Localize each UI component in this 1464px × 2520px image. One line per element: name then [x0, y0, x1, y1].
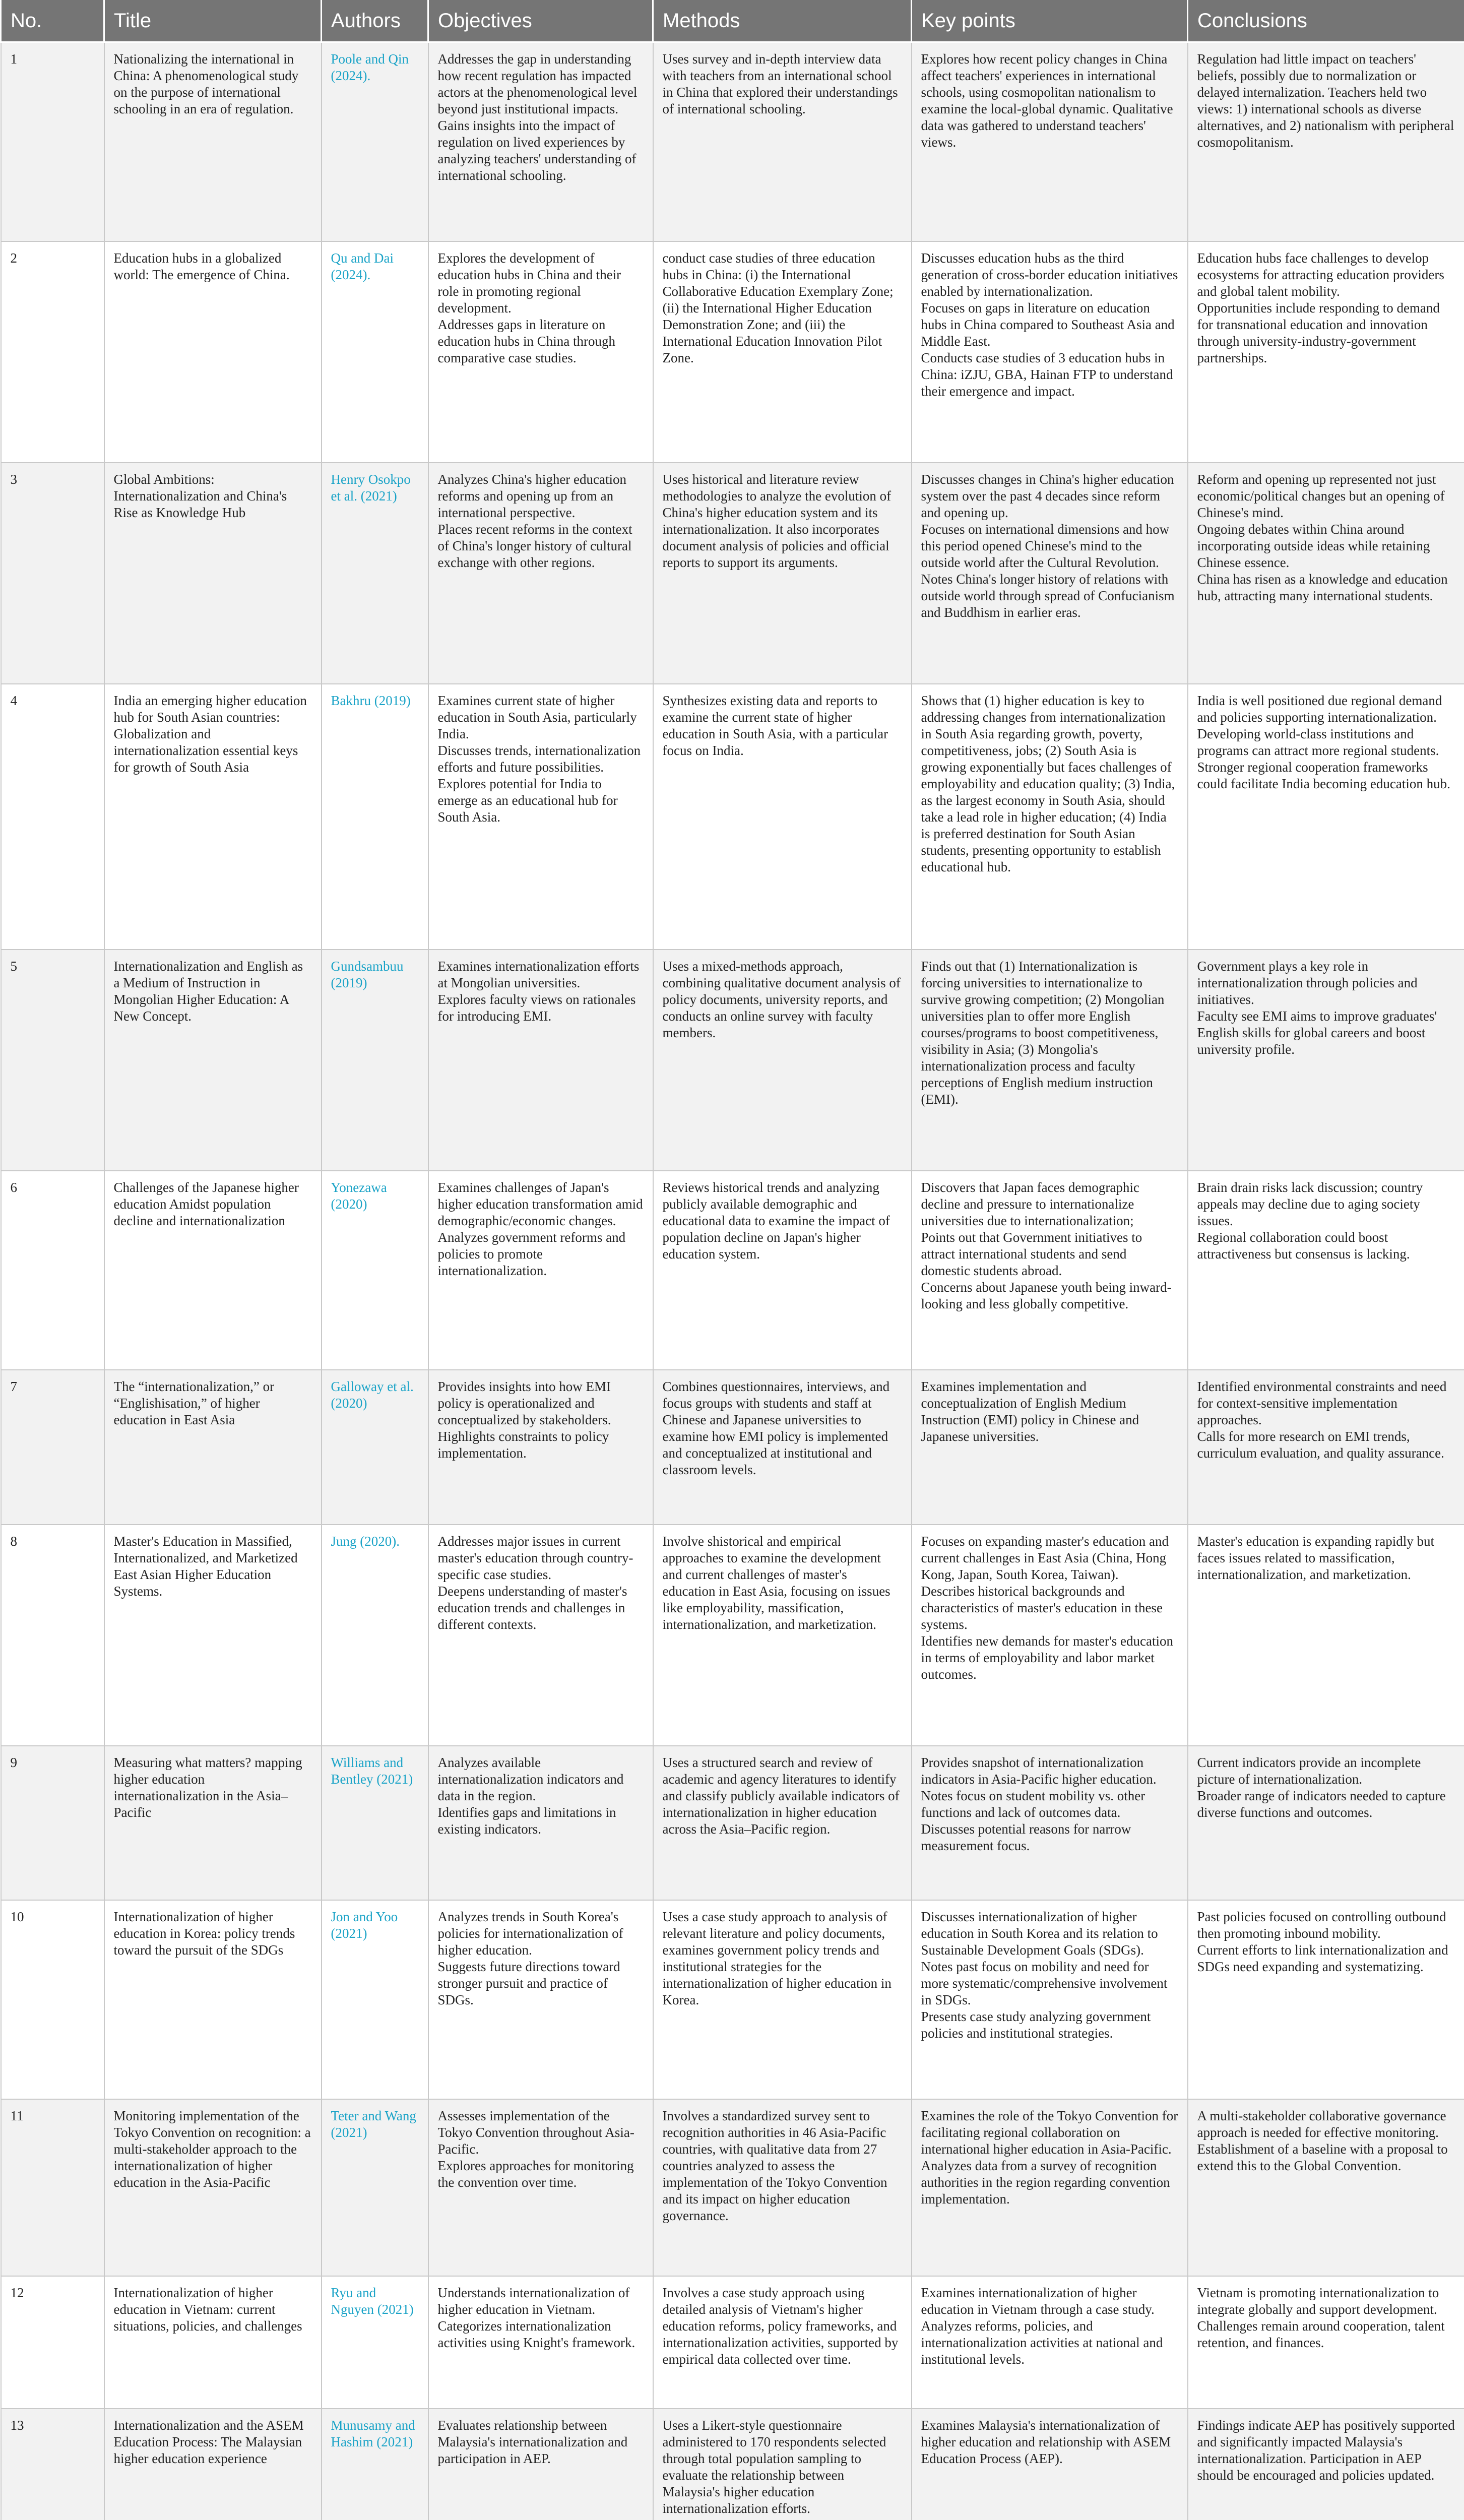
- header-title: Title: [104, 0, 322, 42]
- cell-paragraph: Examines challenges of Japan's higher education transformation amid demographic/economic changes.: [437, 1179, 643, 1228]
- conclusions-cell: [1188, 2409, 1464, 2520]
- cell-paragraph: Describes historical backgrounds and characteristics of master's education in these systems.: [921, 1583, 1163, 1632]
- title-cell: Internationalization and the ASEM Education Process: The Malaysian higher education experience: [104, 2409, 322, 2520]
- cell-paragraph: Discusses changes in China's higher education system over the past 4 decades since reform and opening up.: [921, 472, 1174, 521]
- cell-paragraph: Provides snapshot of internationalization indicators in Asia-Pacific higher education.: [921, 1754, 1157, 1787]
- row-number-cell: 6: [1, 1171, 104, 1370]
- cell-paragraph: Ongoing debates within China around incorporating outside ideas while retaining Chinese essence.: [1197, 522, 1430, 571]
- cell-paragraph: Reform and opening up represented not just economic/political changes but an opening of Chinese's mind.: [1197, 472, 1445, 521]
- title-cell: Internationalization of higher education in Korea: policy trends toward the pursuit of the SDGs: [104, 1900, 322, 2099]
- methods-cell: [653, 1525, 912, 1746]
- authors-cell: [322, 1171, 428, 1370]
- cell-paragraph: Explores how recent policy changes in China affect teachers' experiences in international schools, using cosmopolitan nationalism to examine the local-global dynamic. Qualitative data was gathered to understand teachers' views.: [921, 51, 1173, 150]
- cell-paragraph: Examines current state of higher education in South Asia, particularly India.: [437, 692, 637, 741]
- cell-paragraph: Analyzes government reforms and policies to promote internationalization.: [437, 1229, 626, 1278]
- cell-paragraph: Vietnam is promoting internationalization to integrate globally and support development.: [1197, 2285, 1439, 2317]
- authors-cell: [322, 1900, 428, 2099]
- cell-paragraph: Focuses on international dimensions and how this period opened Chinese's mind to the outside world after the Cultural Revolution.: [921, 522, 1170, 571]
- key-points-cell: [912, 1171, 1188, 1370]
- cell-paragraph: Discovers that Japan faces demographic decline and pressure to internationalize universities due to internationalization;: [921, 1179, 1139, 1228]
- title-cell: Internationalization and English as a Medium of Instruction in Mongolian Higher Education: A New Concept.: [104, 950, 322, 1171]
- methods-cell: [653, 2099, 912, 2276]
- methods-cell: [653, 42, 912, 242]
- author-citation-link[interactable]: Jon and Yoo (2021): [331, 1909, 398, 1941]
- conclusions-cell: [1188, 684, 1464, 950]
- title-cell: Master's Education in Massified, Internationalized, and Marketized East Asian Higher Education Systems.: [104, 1525, 322, 1746]
- row-number-cell: 8: [1, 1525, 104, 1746]
- title-cell: Nationalizing the international in China: A phenomenological study on the purpose of international schooling in an era of regulation.: [104, 42, 322, 242]
- objectives-cell: [428, 950, 653, 1171]
- table-row: [1, 950, 1464, 1171]
- header-key-points: Key points: [912, 0, 1188, 42]
- table-row: [1, 1171, 1464, 1370]
- methods-cell: [653, 1900, 912, 2099]
- authors-cell: [322, 1746, 428, 1901]
- cell-paragraph: Explores the development of education hubs in China and their role in promoting regional development.: [437, 250, 621, 316]
- cell-paragraph: Regulation had little impact on teachers' beliefs, possibly due to normalization or delayed internalization. Teachers held two views: 1) international schools as diverse alternatives, and 2) nationalism with peripheral cosmopolitanism.: [1197, 51, 1454, 150]
- cell-paragraph: Uses a Likert-style questionnaire administered to 170 respondents selected through total population sampling to evaluate the relationship between Malaysia's higher education internationalization efforts.: [662, 2418, 886, 2516]
- key-points-cell: [912, 684, 1188, 950]
- cell-paragraph: Discusses potential reasons for narrow measurement focus.: [921, 1821, 1131, 1853]
- cell-paragraph: Examines Malaysia's internationalization of higher education and relationship with ASEM Education Process (AEP).: [921, 2418, 1171, 2467]
- objectives-cell: [428, 1171, 653, 1370]
- cell-paragraph: India is well positioned due regional demand and policies supporting internationalization.: [1197, 692, 1442, 725]
- cell-paragraph: Assesses implementation of the Tokyo Convention throughout Asia-Pacific.: [437, 2108, 634, 2157]
- row-number-cell: 5: [1, 950, 104, 1171]
- table-row: [1, 1370, 1464, 1525]
- cell-paragraph: Calls for more research on EMI trends, curriculum evaluation, and quality assurance.: [1197, 1428, 1444, 1461]
- author-citation-link[interactable]: Munusamy and Hashim (2021): [331, 2418, 415, 2450]
- row-number-cell: 10: [1, 1900, 104, 2099]
- objectives-cell: [428, 1900, 653, 2099]
- author-citation-link[interactable]: Poole and Qin (2024).: [331, 51, 409, 83]
- table-row: [1, 241, 1464, 463]
- cell-paragraph: Addresses gaps in literature on education hubs in China through comparative case studies.: [437, 317, 615, 366]
- table-row: [1, 463, 1464, 684]
- key-points-cell: [912, 1370, 1188, 1525]
- key-points-cell: [912, 1525, 1188, 1746]
- key-points-cell: [912, 42, 1188, 242]
- cell-paragraph: Presents case study analyzing government policies and institutional strategies.: [921, 2009, 1151, 2041]
- table-row: [1, 1746, 1464, 1901]
- cell-paragraph: Examines internationalization efforts at Mongolian universities.: [437, 958, 640, 990]
- row-number-cell: 11: [1, 2099, 104, 2276]
- title-cell: Monitoring implementation of the Tokyo Convention on recognition: a multi-stakeholder approach to the internationalization of higher education in the Asia-Pacific: [104, 2099, 322, 2276]
- cell-paragraph: Current indicators provide an incomplete picture of internationalization.: [1197, 1754, 1421, 1787]
- table-row: [1, 2276, 1464, 2409]
- methods-cell: [653, 950, 912, 1171]
- table-row: [1, 42, 1464, 242]
- cell-paragraph: Broader range of indicators needed to capture diverse functions and outcomes.: [1197, 1788, 1446, 1820]
- cell-paragraph: Suggests future directions toward stronger pursuit and practice of SDGs.: [437, 1959, 620, 2008]
- methods-cell: [653, 1370, 912, 1525]
- title-cell: Education hubs in a globalized world: The emergence of China.: [104, 241, 322, 463]
- cell-paragraph: Past policies focused on controlling outbound then promoting inbound mobility.: [1197, 1909, 1446, 1941]
- conclusions-cell: [1188, 1746, 1464, 1901]
- cell-paragraph: Analyzes China's higher education reforms and opening up from an international perspective.: [437, 472, 627, 521]
- cell-paragraph: Examines implementation and conceptualization of English Medium Instruction (EMI) policy in Chinese and Japanese universities.: [921, 1378, 1139, 1444]
- methods-cell: [653, 684, 912, 950]
- cell-paragraph: Notes focus on student mobility vs. other functions and lack of outcomes data.: [921, 1788, 1145, 1820]
- cell-paragraph: Uses a mixed-methods approach, combining qualitative document analysis of policy documents, university reports, and conducts an online survey with faculty members.: [662, 958, 901, 1040]
- cell-paragraph: Focuses on expanding master's education and current challenges in East Asia (China, Hong Kong, Japan, South Korea, Taiwan).: [921, 1533, 1169, 1582]
- cell-paragraph: Categorizes internationalization activities using Knight's framework.: [437, 2318, 635, 2351]
- conclusions-cell: [1188, 1370, 1464, 1525]
- cell-paragraph: Combines questionnaires, interviews, and focus groups with students and staff at Chinese and Japanese universities to examine how EMI policy is implemented and conceptualized at institutional and classroom levels.: [662, 1378, 890, 1477]
- conclusions-cell: [1188, 950, 1464, 1171]
- cell-paragraph: conduct case studies of three education hubs in China: (i) the International Collaborative Education Exemplary Zone; (ii) the International Higher Education Demonstration Zone; and (iii) the International Education Innovation Pilot Zone.: [662, 250, 894, 366]
- header-methods: Methods: [653, 0, 912, 42]
- objectives-cell: [428, 1370, 653, 1525]
- cell-paragraph: Places recent reforms in the context of China's longer history of cultural exchange with other regions.: [437, 522, 632, 571]
- cell-paragraph: Reviews historical trends and analyzing publicly available demographic and educational data to examine the impact of population decline on Japan's higher education system.: [662, 1179, 890, 1262]
- conclusions-cell: [1188, 42, 1464, 242]
- authors-cell: [322, 684, 428, 950]
- objectives-cell: [428, 1746, 653, 1901]
- cell-paragraph: Involves a case study approach using detailed analysis of Vietnam's higher education reforms, policy frameworks, and internationalization activities, supported by empirical data collected over time.: [662, 2285, 899, 2367]
- authors-cell: [322, 1525, 428, 1746]
- cell-paragraph: Government plays a key role in internationalization through policies and initiatives.: [1197, 958, 1418, 1007]
- author-citation-link[interactable]: Teter and Wang (2021): [331, 2108, 416, 2140]
- cell-paragraph: Uses a structured search and review of academic and agency literatures to identify and classify publicly available indicators of internationalization in higher education across the Asia–Pacific region.: [662, 1754, 900, 1837]
- methods-cell: [653, 463, 912, 684]
- authors-cell: [322, 463, 428, 684]
- title-cell: India an emerging higher education hub for South Asian countries: Globalization and internationalization essential keys for growth of South Asia: [104, 684, 322, 950]
- cell-paragraph: Discusses internationalization of higher education in South Korea and its relation to Sustainable Development Goals (SDGs).: [921, 1909, 1158, 1958]
- header-conclusions: Conclusions: [1188, 0, 1464, 42]
- authors-cell: [322, 2099, 428, 2276]
- key-points-cell: [912, 463, 1188, 684]
- cell-paragraph: Analyzes reforms, policies, and internationalization activities at national and institutional levels.: [921, 2318, 1163, 2367]
- cell-paragraph: Uses historical and literature review methodologies to analyze the evolution of China's higher education system and its internationalization. It also incorporates document analysis of policies and official reports to support its arguments.: [662, 472, 892, 571]
- header-objectives: Objectives: [428, 0, 653, 42]
- cell-paragraph: Developing world-class institutions and programs can attract more regional students.: [1197, 726, 1439, 758]
- cell-paragraph: Analyzes available internationalization indicators and data in the region.: [437, 1754, 624, 1803]
- row-number-cell: 9: [1, 1746, 104, 1901]
- cell-paragraph: Identified environmental constraints and need for context-sensitive implementation approaches.: [1197, 1378, 1447, 1427]
- cell-paragraph: Examines the role of the Tokyo Convention for facilitating regional collaboration on international higher education in Asia-Pacific.: [921, 2108, 1178, 2157]
- conclusions-cell: [1188, 2276, 1464, 2409]
- objectives-cell: [428, 241, 653, 463]
- cell-paragraph: China has risen as a knowledge and education hub, attracting many international students.: [1197, 572, 1448, 604]
- author-citation-link[interactable]: Ryu and Nguyen (2021): [331, 2285, 414, 2317]
- title-cell: Internationalization of higher education in Vietnam: current situations, policies, and challenges: [104, 2276, 322, 2409]
- title-cell: Challenges of the Japanese higher education Amidst population decline and internationalization: [104, 1171, 322, 1370]
- objectives-cell: [428, 2409, 653, 2520]
- key-points-cell: [912, 1900, 1188, 2099]
- objectives-cell: [428, 2099, 653, 2276]
- cell-paragraph: Analyzes trends in South Korea's policies for internationalization of higher education.: [437, 1909, 623, 1958]
- table-row: [1, 2409, 1464, 2520]
- cell-paragraph: Master's education is expanding rapidly but faces issues related to massification, internationalization, and marketization.: [1197, 1533, 1435, 1582]
- cell-paragraph: Uses a case study approach to analysis of relevant literature and policy documents, examines government policy trends and institutional strategies for the internationalization of higher education in Korea.: [662, 1909, 892, 2008]
- methods-cell: [653, 1746, 912, 1901]
- cell-paragraph: Notes past focus on mobility and need for more systematic/comprehensive involvement in SDGs.: [921, 1959, 1168, 2008]
- author-citation-link[interactable]: Jung (2020).: [331, 1533, 400, 1549]
- cell-paragraph: Opportunities include responding to demand for transnational education and innovation through university-industry-government partnerships.: [1197, 300, 1440, 366]
- cell-paragraph: Involves a standardized survey sent to recognition authorities in 46 Asia-Pacific countries, with qualitative data from 27 countries analyzed to assess the implementation of the Tokyo Convention and its impact on higher education governance.: [662, 2108, 887, 2224]
- objectives-cell: [428, 42, 653, 242]
- author-citation-link[interactable]: Bakhru (2019): [331, 692, 411, 708]
- conclusions-cell: [1188, 463, 1464, 684]
- row-number-cell: 4: [1, 684, 104, 950]
- title-cell: The “internationalization,” or “Englishisation,” of higher education in East Asia: [104, 1370, 322, 1525]
- cell-paragraph: Examines internationalization of higher education in Vietnam through a case study.: [921, 2285, 1155, 2317]
- author-citation-link[interactable]: Williams and Bentley (2021): [331, 1754, 413, 1787]
- key-points-cell: [912, 2409, 1188, 2520]
- cell-paragraph: Establishment of a baseline with a proposal to extend this to the Global Convention.: [1197, 2141, 1448, 2174]
- cell-paragraph: Notes China's longer history of relations with outside world through spread of Confucianism and Buddhism in earlier eras.: [921, 572, 1175, 620]
- cell-paragraph: Brain drain risks lack discussion; country appeals may decline due to aging society issues.: [1197, 1179, 1423, 1228]
- authors-cell: [322, 2276, 428, 2409]
- cell-paragraph: Identifies gaps and limitations in existing indicators.: [437, 1804, 616, 1837]
- conclusions-cell: [1188, 1171, 1464, 1370]
- objectives-cell: [428, 1525, 653, 1746]
- cell-paragraph: Explores approaches for monitoring the convention over time.: [437, 2158, 634, 2190]
- authors-cell: [322, 950, 428, 1171]
- table-row: [1, 2099, 1464, 2276]
- author-citation-link[interactable]: Yonezawa (2020): [331, 1179, 387, 1212]
- key-points-cell: [912, 2276, 1188, 2409]
- cell-paragraph: Explores potential for India to emerge as an educational hub for South Asia.: [437, 776, 618, 825]
- cell-paragraph: Synthesizes existing data and reports to examine the current state of higher education in South Asia, with a particular focus on India.: [662, 692, 888, 758]
- cell-paragraph: Focuses on gaps in literature on education hubs in China compared to Southeast Asia and Middle East.: [921, 300, 1175, 349]
- cell-paragraph: Conducts case studies of 3 education hubs in China: iZJU, GBA, Hainan FTP to understand their emergence and impact.: [921, 350, 1173, 399]
- conclusions-cell: [1188, 1900, 1464, 2099]
- cell-paragraph: Faculty see EMI aims to improve graduates' English skills for global careers and boost university profile.: [1197, 1008, 1437, 1057]
- cell-paragraph: Evaluates relationship between Malaysia's internationalization and participation in AEP.: [437, 2418, 628, 2467]
- table-header-row: [1, 0, 1464, 42]
- cell-paragraph: Stronger regional cooperation frameworks could facilitate India becoming education hub.: [1197, 759, 1450, 791]
- row-number-cell: 2: [1, 241, 104, 463]
- conclusions-cell: [1188, 241, 1464, 463]
- cell-paragraph: Current efforts to link internationalization and SDGs need expanding and systematizing.: [1197, 1942, 1448, 1975]
- cell-paragraph: Gains insights into the impact of regulation on lived experiences by analyzing teachers' understanding of international schooling.: [437, 118, 636, 183]
- title-cell: Global Ambitions: Internationalization and China's Rise as Knowledge Hub: [104, 463, 322, 684]
- author-citation-link[interactable]: Henry Osokpo et al. (2021): [331, 472, 411, 504]
- cell-paragraph: Analyzes data from a survey of recognition authorities in the region regarding convention implementation.: [921, 2158, 1170, 2207]
- key-points-cell: [912, 241, 1188, 463]
- key-points-cell: [912, 1746, 1188, 1901]
- row-number-cell: 3: [1, 463, 104, 684]
- cell-paragraph: Understands internationalization of higher education in Vietnam.: [437, 2285, 630, 2317]
- conclusions-cell: [1188, 1525, 1464, 1746]
- cell-paragraph: Uses survey and in-depth interview data with teachers from an international school in China that explored their understandings of international schooling.: [662, 51, 898, 116]
- authors-cell: [322, 42, 428, 242]
- cell-paragraph: Shows that (1) higher education is key to addressing changes from internationalization in South Asia regarding growth, poverty, competitiveness, jobs; (2) South Asia is growing exponentially but faces challenges of employability and education quality; (3) India, as the largest economy in South Asia, should take a lead role in higher education; (4) India is preferred destination for South Asian students, presenting opportunity to establish educational hub.: [921, 692, 1175, 874]
- key-points-cell: [912, 2099, 1188, 2276]
- authors-cell: [322, 241, 428, 463]
- cell-paragraph: Addresses the gap in understanding how recent regulation has impacted actors at the phenomenological level beyond just institutional impacts.: [437, 51, 638, 116]
- cell-paragraph: Deepens understanding of master's education trends and challenges in different contexts.: [437, 1583, 627, 1632]
- row-number-cell: 13: [1, 2409, 104, 2520]
- methods-cell: [653, 2276, 912, 2409]
- methods-cell: [653, 1171, 912, 1370]
- cell-paragraph: Provides insights into how EMI policy is operationalized and conceptualized by stakeholders.: [437, 1378, 611, 1427]
- cell-paragraph: Addresses major issues in current master's education through country-specific case studies.: [437, 1533, 633, 1582]
- table-row: [1, 684, 1464, 950]
- row-number-cell: 7: [1, 1370, 104, 1525]
- title-cell: Measuring what matters? mapping higher education internationalization in the Asia–Pacific: [104, 1746, 322, 1901]
- cell-paragraph: Challenges remain around cooperation, talent retention, and finances.: [1197, 2318, 1445, 2351]
- objectives-cell: [428, 684, 653, 950]
- methods-cell: [653, 2409, 912, 2520]
- objectives-cell: [428, 463, 653, 684]
- table-row: [1, 1525, 1464, 1746]
- cell-paragraph: Findings indicate AEP has positively supported and significantly impacted Malaysia's internationalization. Participation in AEP should be encouraged and policies updated.: [1197, 2418, 1455, 2483]
- key-points-cell: [912, 950, 1188, 1171]
- author-citation-link[interactable]: Galloway et al. (2020): [331, 1378, 414, 1411]
- cell-paragraph: Education hubs face challenges to develop ecosystems for attracting education providers and global talent mobility.: [1197, 250, 1444, 299]
- cell-paragraph: Explores faculty views on rationales for introducing EMI.: [437, 991, 636, 1024]
- cell-paragraph: A multi-stakeholder collaborative governance approach is needed for effective monitoring.: [1197, 2108, 1446, 2140]
- table-body: [1, 42, 1464, 2520]
- header-no: No.: [1, 0, 104, 42]
- row-number-cell: 12: [1, 2276, 104, 2409]
- cell-paragraph: Involve shistorical and empirical approaches to examine the development and current challenges of master's education in East Asia, focusing on issues like employability, massification, internationalization, and marketization.: [662, 1533, 890, 1632]
- cell-paragraph: Concerns about Japanese youth being inward-looking and less globally competitive.: [921, 1279, 1172, 1311]
- cell-paragraph: Highlights constraints to policy implementation.: [437, 1428, 609, 1461]
- row-number-cell: 1: [1, 42, 104, 242]
- objectives-cell: [428, 2276, 653, 2409]
- cell-paragraph: Finds out that (1) Internationalization is forcing universities to internationalize to survive growing competition; (2) Mongolian universities plan to offer more English courses/programs to boost competitiveness, visibility in Asia; (3) Mongolia's internationalization process and faculty perceptions of English medium instruction (EMI).: [921, 958, 1165, 1107]
- cell-paragraph: Discusses education hubs as the third generation of cross-border education initiatives enabled by internationalization.: [921, 250, 1178, 299]
- methods-cell: [653, 241, 912, 463]
- authors-cell: [322, 1370, 428, 1525]
- cell-paragraph: Identifies new demands for master's education in terms of employability and labor market outcomes.: [921, 1633, 1173, 1682]
- author-citation-link[interactable]: Qu and Dai (2024).: [331, 250, 394, 283]
- table-row: [1, 1900, 1464, 2099]
- cell-paragraph: Points out that Government initiatives to attract international students and send domestic students abroad.: [921, 1229, 1142, 1278]
- conclusions-cell: [1188, 2099, 1464, 2276]
- authors-cell: [322, 2409, 428, 2520]
- cell-paragraph: Regional collaboration could boost attractiveness but consensus is lacking.: [1197, 1229, 1410, 1262]
- cell-paragraph: Discusses trends, internationalization efforts and future possibilities.: [437, 742, 641, 775]
- header-authors: Authors: [322, 0, 428, 42]
- author-citation-link[interactable]: Gundsambuu (2019): [331, 958, 404, 990]
